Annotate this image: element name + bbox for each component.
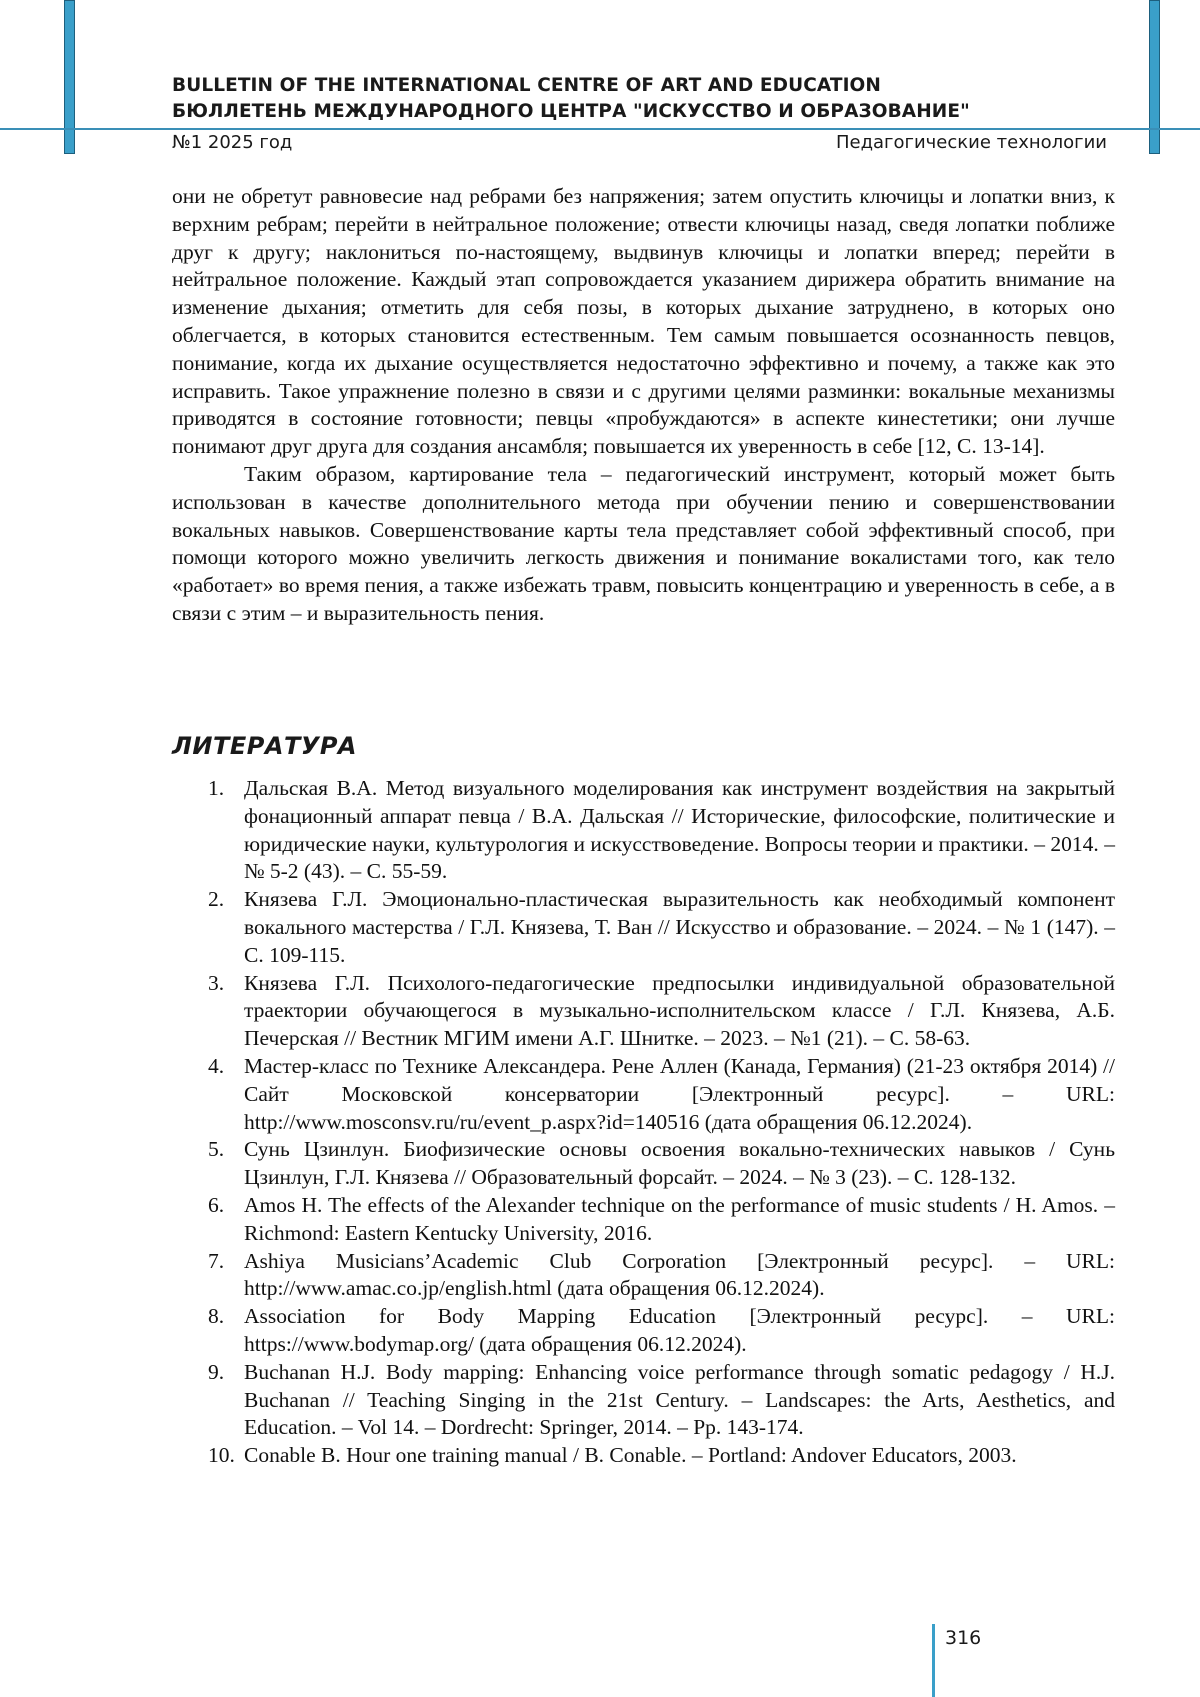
reference-number: 5.	[208, 1137, 225, 1162]
reference-text: Association for Body Mapping Education [Электронный ресурс]. – URL: https://www.bodymap.org/ (дата обращения 06.12.2024).	[244, 1304, 1115, 1356]
reference-text: Сунь Цзинлун. Биофизические основы освоения вокально-технических навыков / Сунь Цзинлун, Г.Л. Князева // Образовательный форсайт. – 2024. – № 3 (23). – С. 128-132.	[244, 1137, 1115, 1190]
references-list	[172, 775, 1115, 1470]
reference-text: Amos H. The effects of the Alexander technique on the performance of music students / H. Amos. – Richmond: Eastern Kentucky University, 2016.	[244, 1192, 1115, 1245]
reference-item	[172, 1248, 1115, 1304]
reference-number: 6.	[208, 1192, 225, 1217]
reference-text: Buchanan H.J. Body mapping: Enhancing voice performance through somatic pedagogy / H.J. Buchanan // Teaching Singing in the 21st Century. – Landscapes: the Arts, Aesthetics, and Education. – Vol 14. – Dordrecht: Springer, 2014. – Pp. 143-174.	[244, 1359, 1115, 1440]
section-name: Педагогические технологии	[835, 132, 1107, 153]
body-paragraph: Таким образом, картирование тела – педагогический инструмент, который может быть использован в качестве дополнительного метода при обучении пению и совершенствовании вокальных навыков. Совершенствование карты тела представляет собой эффективный способ, при помощи которого можно увеличить легкость движения и понимание вокалистами того, как тело «работает» во время пения, а также избежать травм, повысить концентрацию и уверенность в себе, а в связи с этим – и выразительность пения.	[172, 461, 1115, 625]
article-body	[172, 183, 1115, 628]
reference-number: 10.	[208, 1443, 235, 1468]
reference-item	[172, 1192, 1115, 1248]
reference-text: Ashiya Musicians’Academic Club Corporation [Электронный ресурс]. – URL: http://www.amac.co.jp/english.html (дата обращения 06.12.2024).	[244, 1248, 1115, 1301]
issue-line	[172, 132, 1107, 153]
reference-number: 1.	[208, 776, 225, 800]
reference-text: Князева Г.Л. Психолого-педагогические предпосылки индивидуальной образовательной траектории обучающегося в музыкально-исполнительском классе / Г.Л. Князева, А.Б. Печерская // Вестник МГИМ имени А.Г. Шнитке. – 2023. – №1 (21). – С. 58-63.	[244, 970, 1115, 1051]
reference-item	[172, 775, 1115, 886]
reference-number: 7.	[208, 1248, 225, 1273]
reference-item	[172, 1053, 1115, 1136]
reference-text: Conable B. Hour one training manual / B. Conable. – Portland: Andover Educators, 2003.	[244, 1443, 1017, 1468]
reference-item	[172, 970, 1115, 1053]
reference-number: 2.	[208, 887, 225, 912]
journal-title	[172, 73, 1072, 125]
reference-text: Дальская В.А. Метод визуального моделирования как инструмент воздействия на закрытый фонационный аппарат певца / В.А. Дальская // Исторические, философские, политические и юридические науки, культурология и искусствоведение. Вопросы теории и практики. – 2014. – № 5-2 (43). – С. 55-59.	[244, 776, 1115, 884]
footer-rule	[932, 1624, 935, 1697]
references-heading: ЛИТЕРАТУРА	[172, 732, 357, 760]
header-decorative-bar-right	[1149, 0, 1160, 154]
reference-item	[172, 1442, 1115, 1470]
reference-item	[172, 886, 1115, 969]
reference-number: 9.	[208, 1359, 225, 1384]
reference-item	[172, 1359, 1115, 1442]
reference-item	[172, 1303, 1115, 1359]
reference-text: Мастер-класс по Технике Александера. Рене Аллен (Канада, Германия) (21-23 октября 2014) // Сайт Московской консерватории [Электронный ресурс]. – URL: http://www.mosconsv.ru/ru/event_p.aspx?id=140516 (дата обращения 06.12.2024).	[244, 1053, 1115, 1134]
journal-title-en: BULLETIN OF THE INTERNATIONAL CENTRE OF ART AND EDUCATION	[172, 75, 881, 96]
journal-title-ru: БЮЛЛЕТЕНЬ МЕЖДУНАРОДНОГО ЦЕНТРА "ИСКУССТВО И ОБРАЗОВАНИЕ"	[172, 101, 970, 122]
reference-item	[172, 1136, 1115, 1192]
reference-number: 3.	[208, 970, 225, 995]
reference-number: 4.	[208, 1053, 225, 1078]
reference-number: 8.	[208, 1304, 225, 1329]
header-decorative-bar-left	[64, 0, 75, 154]
page-number: 316	[945, 1627, 982, 1649]
issue-number: №1 2025 год	[172, 132, 293, 153]
header-rule	[0, 128, 1200, 130]
body-paragraph: они не обретут равновесие над ребрами без напряжения; затем опустить ключицы и лопатки вниз, к верхним ребрам; перейти в нейтральное положение; отвести ключицы назад, сведя лопатки поближе друг к другу; наклониться по-настоящему, выдвинув ключицы и лопатки вперед; перейти в нейтральное положение. Каждый этап сопровождается указанием дирижера обратить внимание на изменение дыхания; отметить для себя позы, в которых дыхание затруднено, в которых оно облегчается, в которых становится естественным. Тем самым повышается осознанность певцов, понимание, когда их дыхание осуществляется недостаточно эффективно и почему, а также как это исправить. Такое упражнение полезно в связи и с другими целями разминки: вокальные механизмы приводятся в состояние готовности; певцы «пробуждаются» в аспекте кинестетики; они лучше понимают друг друга для создания ансамбля; повышается их уверенность в себе [12, С. 13-14].	[172, 184, 1115, 459]
reference-text: Князева Г.Л. Эмоционально-пластическая выразительность как необходимый компонент вокального мастерства / Г.Л. Князева, Т. Ван // Искусство и образование. – 2024. – № 1 (147). – С. 109-115.	[244, 887, 1115, 967]
